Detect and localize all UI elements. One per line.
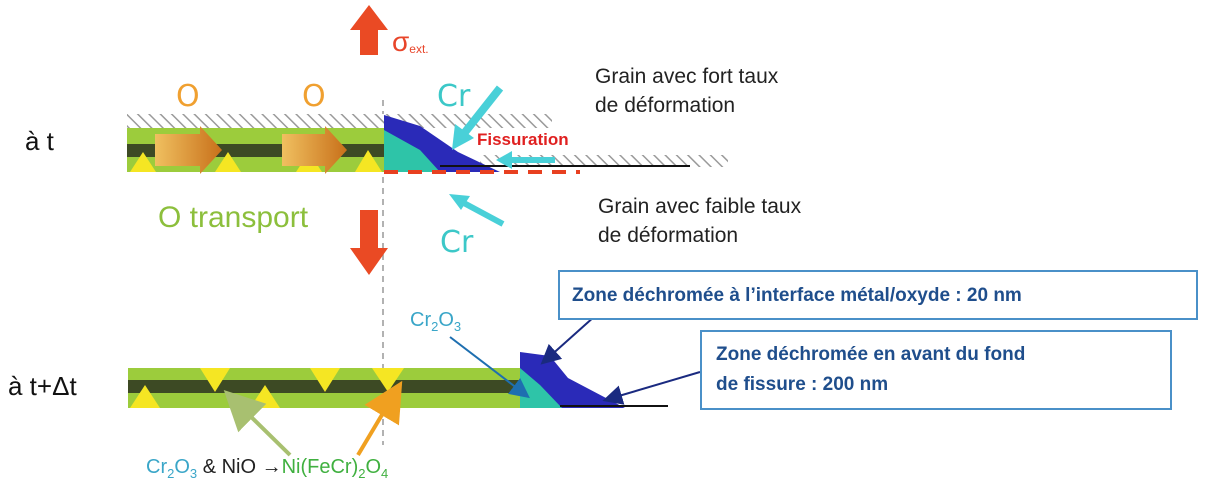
interface-dechromed-text: Zone déchromée à l’interface métal/oxyde : 20 nm	[572, 285, 1022, 306]
cr-letter-top: Cr	[437, 79, 471, 114]
fissure-dechromed-box	[700, 330, 1172, 410]
row-label-t: à t	[25, 126, 54, 156]
stress-arrow-up	[350, 5, 388, 55]
sigma-symbol: σ	[392, 26, 410, 57]
legend-arrow-green	[238, 404, 290, 455]
grain-high-deformation-text: Grain avec fort taux de déformation	[595, 65, 779, 117]
fissure-dechromed-text: Zone déchromée en avant du fond de fissure : 200 nm	[716, 344, 1026, 395]
interface-dechromed-box	[558, 270, 1198, 320]
sigma-sub: ext.	[409, 42, 429, 56]
legend-spinel-o: O	[365, 456, 382, 478]
box-interface-pointer	[548, 316, 595, 358]
grain-low-deformation-text: Grain avec faible taux de déformation	[598, 195, 802, 247]
oxygen-letter: O	[176, 79, 200, 114]
cr2o3-o: O	[438, 309, 454, 331]
bottom-oxide-strip	[128, 368, 520, 408]
legend-arrow: →	[261, 456, 282, 478]
oxygen-letter: O	[302, 79, 326, 114]
legend-spinel: Ni(FeCr)	[281, 456, 359, 478]
legend-spinel-o-sub: 4	[381, 466, 389, 481]
fissuration-label: Fissuration	[477, 130, 569, 149]
cr2o3-label	[410, 310, 461, 333]
legend-o-sub: 3	[189, 466, 198, 481]
legend-o: O	[174, 456, 190, 478]
cr2o3-sub2: 3	[453, 319, 462, 334]
legend-nio: & NiO	[197, 456, 262, 478]
top-hatch-layer	[127, 114, 552, 128]
cr2o3-cr: Cr	[410, 309, 432, 331]
legend-spinel-sub: 2	[358, 466, 366, 481]
reaction-legend	[146, 457, 388, 480]
row-label-t-dt: à t+Δt	[8, 371, 77, 401]
sigma-ext-label	[392, 28, 429, 56]
o-transport-label: O transport	[158, 201, 309, 234]
cr-diffusion-arrow-bottom	[462, 202, 503, 224]
cr2o3-sub1: 2	[431, 319, 439, 334]
cr-letter-bottom: Cr	[440, 225, 474, 260]
legend-cr-sub: 2	[167, 466, 175, 481]
box-fissure-pointer	[612, 372, 700, 398]
legend-cr: Cr	[146, 456, 168, 478]
